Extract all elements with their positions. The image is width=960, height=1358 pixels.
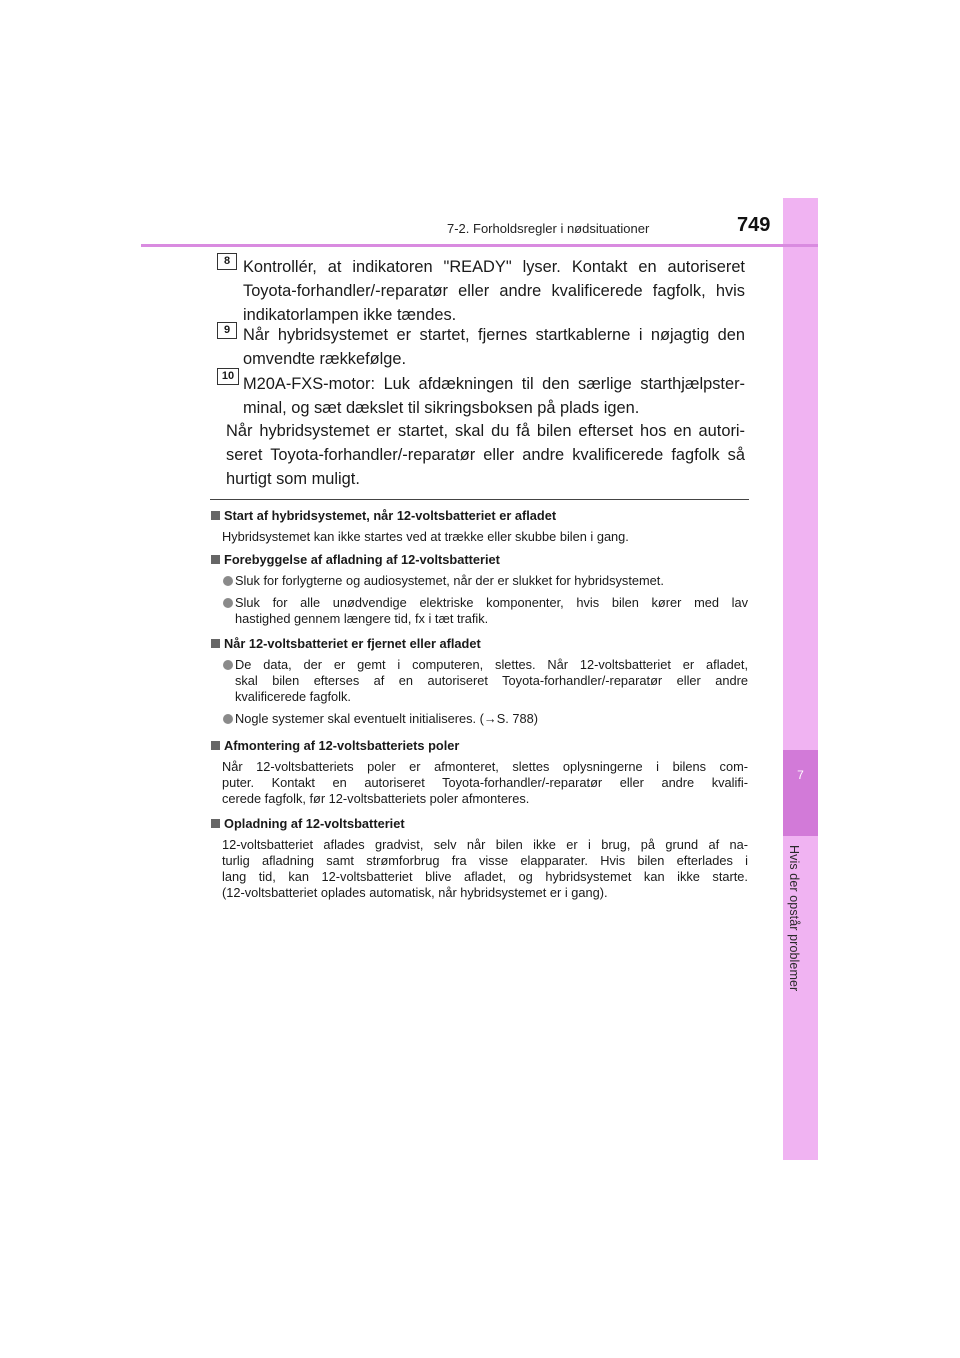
note-line: (12-voltsbatteriet oplades automatisk, når hybridsystemet er i gang). [222,885,608,900]
bullet-item [211,657,748,705]
page-number: 749 [737,214,771,236]
note-line: Når 12-voltsbatteriets poler er afmonteret, slettes oplysningerne i bilens com- [222,759,748,774]
step-10-text [243,372,745,420]
bullet-item [211,573,748,589]
step-line: omvendte rækkefølge. [243,350,407,368]
bullet-line: hastighed gennem længere tid, fx i tæt trafik. [235,611,489,626]
step-number-box: 10 [217,368,239,385]
square-bullet-icon [211,741,220,750]
step-line: indikatorlampen ikke tændes. [243,306,457,324]
bullet-line: skal bilen efterses af en autoriseret Toyota-forhandler/-reparatør eller andre [235,673,748,688]
note-heading [211,636,748,652]
bullet-line: De data, der er gemt i computeren, slettes. Når 12-voltsbatteriet er afladet, [235,657,748,672]
note-heading [211,552,748,568]
note-body [211,759,748,807]
round-bullet-icon [223,714,233,724]
step-line: minal, og sæt dækslet til sikringsboksen på plads igen. [243,399,640,417]
note-heading-text: Start af hybridsystemet, når 12-voltsbatteriet er afladet [224,508,557,523]
step-9-text [243,323,745,371]
note-line: turlig afladning samt strømforbrug fra visse elapparater. Hvis bilen efterlades i [222,853,748,868]
bullet-item [211,711,748,727]
note-heading [211,508,748,524]
note-heading-text: Når 12-voltsbatteriet er fjernet eller afladet [224,636,481,651]
step-number-box: 9 [217,322,237,339]
note-line: Hybridsystemet kan ikke startes ved at trække eller skubbe bilen i gang. [222,529,629,544]
bullet-line: Nogle systemer skal eventuelt initialiseres. (→S. 788) [235,711,538,726]
paragraph-line: Når hybridsystemet er startet, skal du få bilen efterset hos en autori- [226,422,745,440]
note-heading-text: Opladning af 12-voltsbatteriet [224,816,405,831]
note-block [211,508,748,545]
square-bullet-icon [211,555,220,564]
note-heading-text: Afmontering af 12-voltsbatteriets poler [224,738,460,753]
chapter-title: Hvis der opstår problemer [787,845,801,992]
bullet-item [211,595,748,627]
section-divider [210,499,749,500]
bullet-line: kvalificerede fagfolk. [235,689,351,704]
note-line: puter. Kontakt en autoriseret Toyota-forhandler/-reparatør eller andre kvalifi- [222,775,748,790]
paragraph-line: seret Toyota-forhandler/-reparatør eller andre kvalificerede fagfolk så [226,446,745,464]
note-line: 12-voltsbatteriet aflades gradvist, selv når bilen ikke er i brug, på grund af na- [222,837,748,852]
step-line: Kontrollér, at indikatoren "READY" lyser. Kontakt en autoriseret [243,258,745,276]
paragraph-line: hurtigt som muligt. [226,470,360,488]
note-line: cerede fagfolk, før 12-voltsbatteriets poler afmonteres. [222,791,530,806]
chapter-number: 7 [797,768,804,782]
note-block [211,552,748,627]
note-body [211,837,748,901]
note-block [211,738,748,807]
note-heading-text: Forebyggelse af afladning af 12-voltsbatteriet [224,552,500,567]
round-bullet-icon [223,598,233,608]
square-bullet-icon [211,511,220,520]
square-bullet-icon [211,639,220,648]
header-rule [141,244,818,247]
round-bullet-icon [223,576,233,586]
note-line: lang tid, kan 12-voltsbatteriet blive afladet, og hybridsystemet kan ikke starte. [222,869,748,884]
section-title: 7-2. Forholdsregler i nødsituationer [447,221,650,236]
round-bullet-icon [223,660,233,670]
note-heading [211,738,748,754]
bullet-line: Sluk for forlygterne og audiosystemet, når der er slukket for hybridsystemet. [235,573,664,588]
square-bullet-icon [211,819,220,828]
chapter-side-tab [783,198,818,1160]
step-line: Når hybridsystemet er startet, fjernes startkablerne i nøjagtig den [243,326,745,344]
step-8-text [243,255,745,327]
step-line: M20A-FXS-motor: Luk afdækningen til den særlige starthjælpster- [243,375,745,393]
note-block [211,636,748,727]
bullet-line: Sluk for alle unødvendige elektriske komponenter, hvis bilen kører med lav [235,595,748,610]
note-block [211,816,748,901]
chapter-number-marker [783,750,818,836]
body-paragraph [226,419,745,491]
step-number-box: 8 [217,253,237,270]
step-line: Toyota-forhandler/-reparatør eller andre kvalificerede fagfolk, hvis [243,282,745,300]
note-heading [211,816,748,832]
note-body [211,529,748,545]
